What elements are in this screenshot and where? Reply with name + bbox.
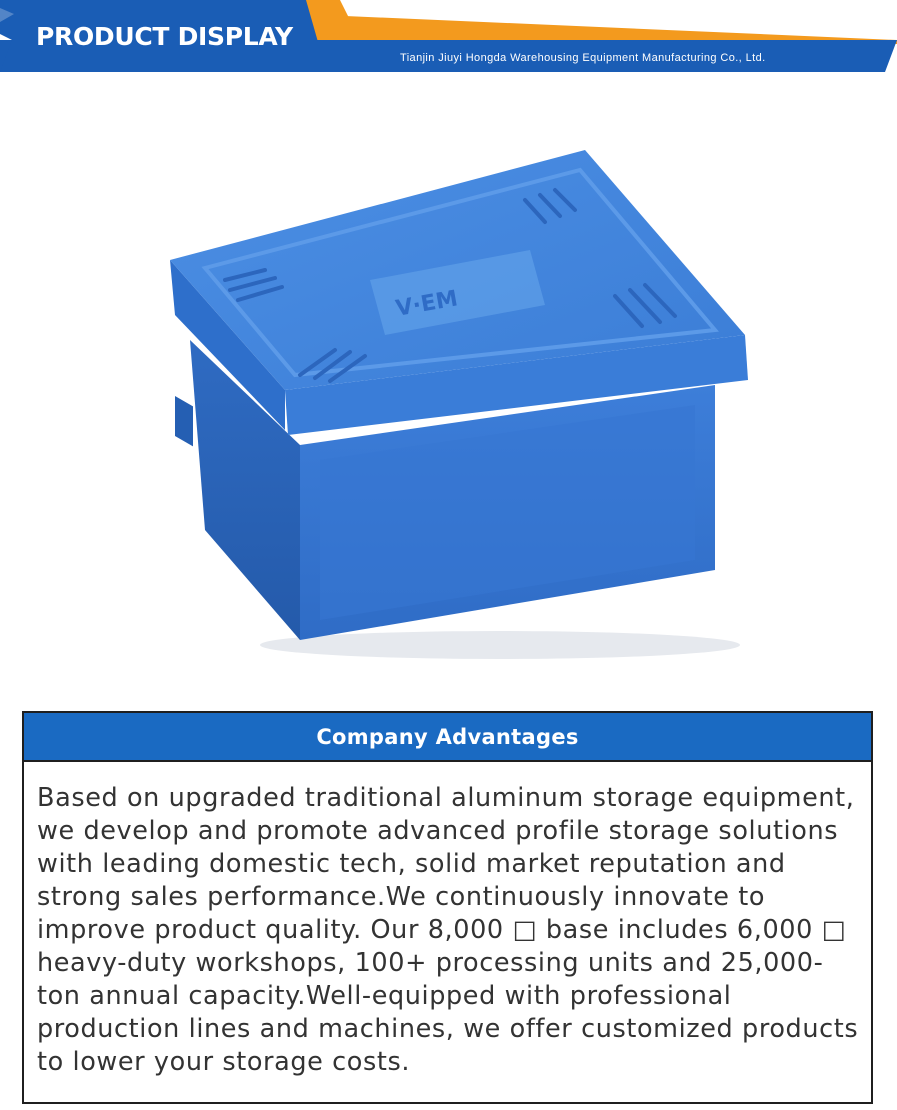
advantages-panel — [22, 711, 873, 1104]
header-title: PRODUCT DISPLAY — [36, 22, 293, 51]
header-banner — [0, 0, 897, 72]
advantages-title: Company Advantages — [316, 724, 579, 749]
product-image — [0, 90, 897, 690]
advantages-header — [24, 713, 871, 762]
crate-illustration — [0, 90, 897, 690]
advantages-text: Based on upgraded traditional aluminum storage equipment, we develop and promote advanced profile storage solutions with leading domestic tech, solid market reputation and strong sales performance.We continuously innovate to improve product quality. Our 8,000 □ base includes 6,000 □ heavy-duty workshops, 100+ processing units and 25,000-ton annual capacity.Well-equipped with professional production lines and machines, we offer customized products to lower your storage costs. — [37, 783, 859, 1077]
company-name: Tianjin Jiuyi Hongda Warehousing Equipment Manufacturing Co., Ltd. — [400, 52, 766, 64]
lid-logo: V·EM — [393, 286, 460, 322]
